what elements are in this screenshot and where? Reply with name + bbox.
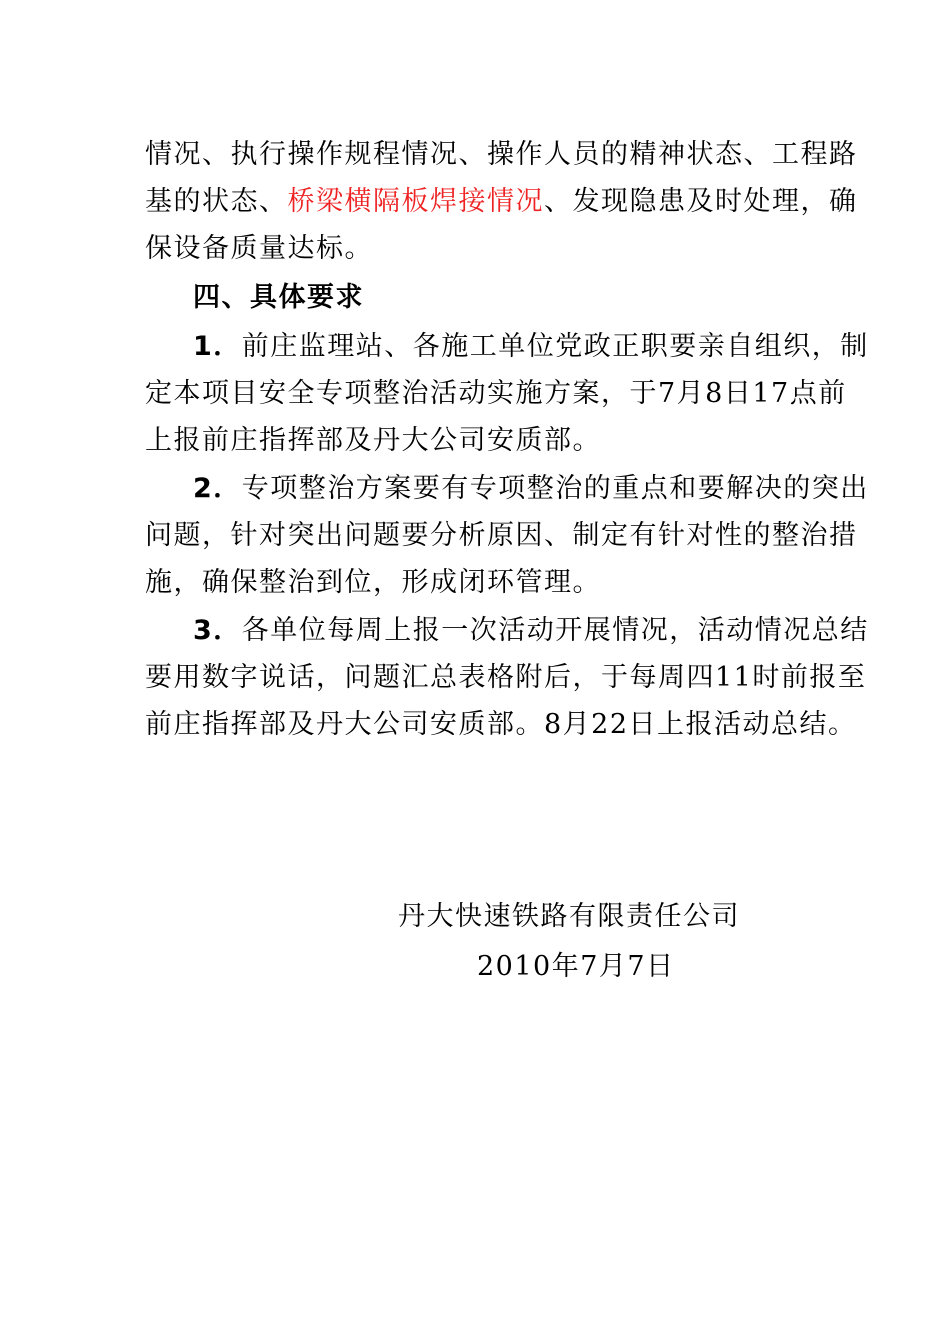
item-2-line-1 bbox=[193, 472, 869, 506]
item-1-line-2: 定本项目安全专项整治活动实施方案，于7月8日17点前 bbox=[145, 378, 847, 409]
item-2-number: 2． bbox=[193, 473, 242, 504]
item-3-text-1: 各单位每周上报一次活动开展情况，活动情况总结 bbox=[241, 615, 869, 646]
highlighted-text: 桥梁横隔板焊接情况 bbox=[287, 186, 544, 217]
item-1-text-1: 前庄监理站、各施工单位党政正职要亲自组织，制 bbox=[241, 331, 869, 362]
intro-line-2-after: 、发现隐患及时处理，确 bbox=[544, 186, 858, 217]
item-1-line-3: 上报前庄指挥部及丹大公司安质部。 bbox=[145, 425, 601, 456]
item-2-text-1: 专项整治方案要有专项整治的重点和要解决的突出 bbox=[241, 473, 869, 504]
signature-date: 2010年7月7日 bbox=[477, 951, 675, 982]
item-3-line-3: 前庄指挥部及丹大公司安质部。8月22日上报活动总结。 bbox=[145, 709, 857, 740]
intro-line-3: 保设备质量达标。 bbox=[145, 233, 373, 264]
item-1-line-1 bbox=[193, 330, 869, 364]
intro-line-1: 情况、执行操作规程情况、操作人员的精神状态、工程路 bbox=[145, 139, 858, 170]
item-3-line-2: 要用数字说话，问题汇总表格附后，于每周四11时前报至 bbox=[145, 662, 867, 693]
item-3-number: 3． bbox=[193, 615, 242, 646]
item-3-line-1 bbox=[193, 614, 869, 648]
signature-organization: 丹大快速铁路有限责任公司 bbox=[398, 901, 740, 932]
intro-line-2-before: 基的状态、 bbox=[145, 186, 288, 217]
intro-line-2 bbox=[145, 185, 858, 219]
item-2-line-3: 施，确保整治到位，形成闭环管理。 bbox=[145, 567, 601, 598]
item-2-line-2: 问题，针对突出问题要分析原因、制定有针对性的整治措 bbox=[145, 520, 858, 551]
section-heading: 四、具体要求 bbox=[193, 282, 364, 313]
item-1-number: 1． bbox=[193, 331, 242, 362]
